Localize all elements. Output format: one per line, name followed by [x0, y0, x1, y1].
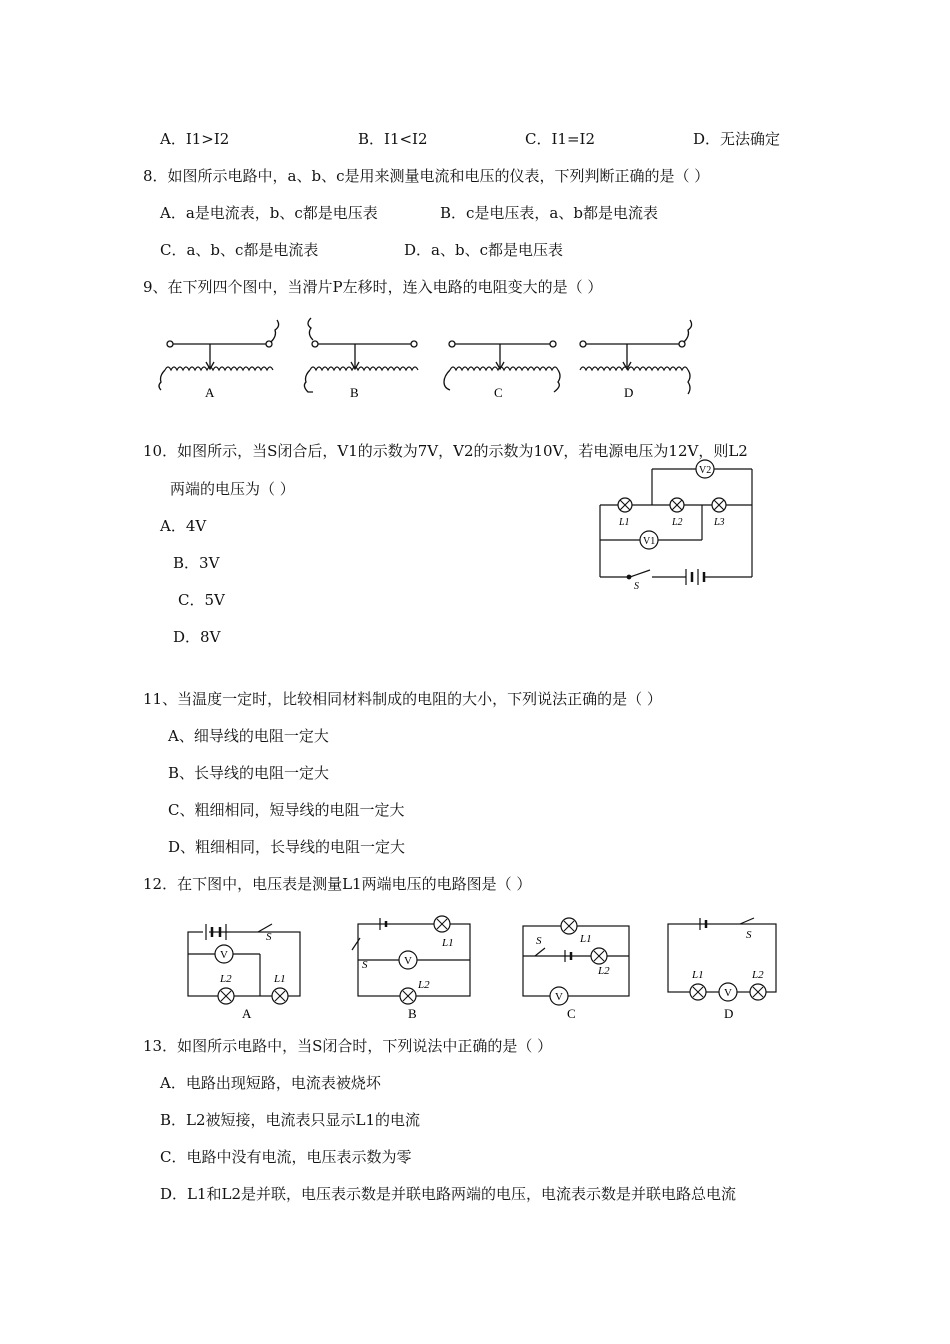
q8-option-d: D．a、b、c都是电压表 — [404, 241, 563, 259]
circuit-b-l1-label: L1 — [442, 937, 454, 949]
circuit-a-v-label: V — [220, 949, 228, 961]
circuit-c-s-label: S — [536, 935, 542, 947]
q10-l2-label: L2 — [672, 517, 683, 528]
q7-option-c: C．I1=I2 — [525, 130, 595, 148]
q10-option-c: C．5V — [178, 591, 225, 609]
q11-option-d: D、粗细相同，长导线的电阻一定大 — [168, 838, 406, 856]
q8-stem: 8．如图所示电路中，a、b、c是用来测量电流和电压的仪表，下列判断正确的是（ ） — [143, 167, 710, 185]
circuit-b-l2-label: L2 — [418, 979, 430, 991]
circuit-d-s-label: S — [746, 929, 752, 941]
q9-label-c: C — [494, 385, 503, 400]
q9-label-b: B — [350, 385, 359, 400]
circuit-d-v-label: V — [724, 987, 732, 999]
q11-stem: 11、当温度一定时，比较相同材料制成的电阻的大小，下列说法正确的是（ ） — [143, 690, 662, 708]
circuit-d-l2-label: L2 — [752, 969, 764, 981]
q13-stem: 13．如图所示电路中，当S闭合时，下列说法中正确的是（ ） — [143, 1037, 553, 1055]
q7-option-a: A．I1>I2 — [160, 130, 230, 148]
q10-l3-label: L3 — [714, 517, 725, 528]
q11-option-c: C、粗细相同，短导线的电阻一定大 — [168, 801, 405, 819]
q9-label-d: D — [624, 385, 634, 400]
q10-l1-label: L1 — [619, 517, 630, 528]
circuit-a — [188, 924, 300, 996]
rheostat-b — [304, 318, 418, 392]
rheostat-d — [580, 320, 692, 394]
q10-switch-label: S — [634, 581, 639, 590]
q12-stem: 12．在下图中，电压表是测量L1两端电压的电路图是（ ） — [143, 875, 532, 893]
q10-v1-label: V1 — [643, 536, 656, 547]
q8-option-c: C．a、b、c都是电流表 — [160, 241, 319, 259]
q13-option-c: C．电路中没有电流，电压表示数为零 — [160, 1148, 412, 1166]
circuit-c-v-label: V — [555, 991, 563, 1003]
q12-label-b: B — [408, 1006, 417, 1021]
q13-option-b: B．L2被短接，电流表只显示L1的电流 — [160, 1111, 421, 1129]
q10-circuit-diagram — [590, 455, 765, 590]
q10-option-a: A．4V — [160, 517, 207, 535]
circuit-c-l2-label: L2 — [598, 965, 610, 977]
rheostat-a — [159, 320, 279, 390]
q9-label-a: A — [205, 385, 215, 400]
q9-stem: 9、在下列四个图中，当滑片P左移时，连入电路的电阻变大的是（ ） — [143, 278, 603, 296]
q13-option-d: D．L1和L2是并联，电压表示数是并联电路两端的电压，电流表示数是并联电路总电流 — [160, 1185, 737, 1203]
circuit-d-l1-label: L1 — [692, 969, 704, 981]
circuit-c-l1-label: L1 — [580, 933, 592, 945]
circuit-b-v-label: V — [404, 955, 412, 967]
q12-label-c: C — [567, 1006, 576, 1021]
q10-v2-label: V2 — [699, 465, 712, 476]
q10-stem-line1: 10．如图所示，当S闭合后，V1的示数为7V，V2的示数为10V，若电源电压为12V，则L2 — [143, 442, 748, 460]
q13-option-a: A．电路出现短路，电流表被烧坏 — [160, 1074, 381, 1092]
circuit-a-s-label: S — [266, 931, 272, 943]
q12-label-d: D — [724, 1006, 734, 1021]
q11-option-b: B、长导线的电阻一定大 — [168, 764, 330, 782]
q12-circuit-diagrams — [180, 910, 780, 1022]
q12-label-a: A — [242, 1006, 252, 1021]
circuit-a-l1-label: L1 — [274, 973, 286, 985]
q8-option-a: A．a是电流表，b、c都是电压表 — [160, 204, 378, 222]
circuit-a-l2-label: L2 — [220, 973, 232, 985]
q10-stem-line2: 两端的电压为（ ） — [170, 480, 295, 498]
q10-option-d: D．8V — [173, 628, 221, 646]
circuit-b-s-label: S — [362, 959, 368, 971]
q9-rheostat-figures — [150, 312, 710, 402]
q11-option-a: A、细导线的电阻一定大 — [168, 727, 329, 745]
q7-option-b: B．I1<I2 — [358, 130, 428, 148]
q7-option-d: D．无法确定 — [693, 130, 781, 148]
q10-option-b: B．3V — [173, 554, 220, 572]
q8-option-b: B．c是电压表，a、b都是电流表 — [440, 204, 658, 222]
